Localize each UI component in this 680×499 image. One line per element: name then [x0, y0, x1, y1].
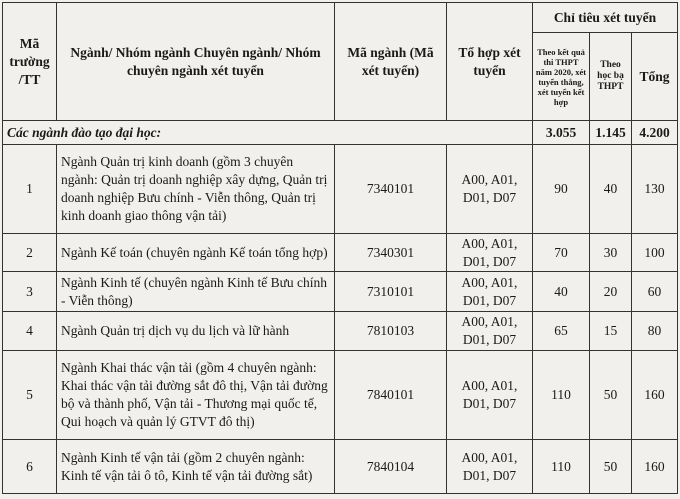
row-hocba: 30 — [590, 234, 632, 272]
section-title: Các ngành đào tạo đại học: — [3, 121, 533, 145]
row-nganh: Ngành Khai thác vận tải (gồm 4 chuyên ngành: Khai thác vận tải đường sắt đô thị, Vận tải đường bộ và thành phố, Vận tải - Thương mại quốc tế, Qui hoạch và quản lý GTVT đô thị) — [57, 351, 335, 440]
row-stt: 5 — [3, 351, 57, 440]
table-row — [3, 312, 678, 351]
row-stt: 6 — [3, 440, 57, 494]
row-thpt: 40 — [533, 272, 590, 312]
section-thpt: 3.055 — [533, 121, 590, 145]
row-ma: 7340301 — [335, 234, 447, 272]
row-ma: 7340101 — [335, 145, 447, 234]
section-tong: 4.200 — [632, 121, 678, 145]
row-thpt: 65 — [533, 312, 590, 351]
header-theo-thpt: Theo kết quả thi THPT năm 2020, xét tuyển thẳng, xét tuyển kết hợp — [533, 33, 590, 121]
row-ma: 7840101 — [335, 351, 447, 440]
row-stt: 2 — [3, 234, 57, 272]
row-ma: 7840104 — [335, 440, 447, 494]
table-row — [3, 272, 678, 312]
row-tong: 160 — [632, 351, 678, 440]
table-row — [3, 351, 678, 440]
admission-quota-table — [2, 2, 678, 494]
row-nganh: Ngành Kinh tế (chuyên ngành Kinh tế Bưu chính - Viễn thông) — [57, 272, 335, 312]
row-stt: 1 — [3, 145, 57, 234]
row-nganh: Ngành Kế toán (chuyên ngành Kế toán tổng hợp) — [57, 234, 335, 272]
row-tohop: A00, A01, D01, D07 — [447, 145, 533, 234]
row-stt: 3 — [3, 272, 57, 312]
row-hocba: 40 — [590, 145, 632, 234]
row-thpt: 70 — [533, 234, 590, 272]
row-tong: 80 — [632, 312, 678, 351]
header-tong: Tổng — [632, 33, 678, 121]
row-tohop: A00, A01, D01, D07 — [447, 351, 533, 440]
row-ma: 7810103 — [335, 312, 447, 351]
row-hocba: 50 — [590, 351, 632, 440]
header-stt: Mã trường /TT — [3, 3, 57, 121]
row-hocba: 15 — [590, 312, 632, 351]
row-nganh: Ngành Quản trị dịch vụ du lịch và lữ hành — [57, 312, 335, 351]
header-to-hop: Tổ hợp xét tuyển — [447, 3, 533, 121]
row-tohop: A00, A01, D01, D07 — [447, 234, 533, 272]
row-tong: 100 — [632, 234, 678, 272]
section-row — [3, 121, 678, 145]
row-tohop: A00, A01, D01, D07 — [447, 312, 533, 351]
row-thpt: 90 — [533, 145, 590, 234]
row-tong: 130 — [632, 145, 678, 234]
table-row — [3, 145, 678, 234]
header-nganh: Ngành/ Nhóm ngành Chuyên ngành/ Nhóm chuyên ngành xét tuyển — [57, 3, 335, 121]
row-hocba: 20 — [590, 272, 632, 312]
row-tohop: A00, A01, D01, D07 — [447, 272, 533, 312]
table-row — [3, 440, 678, 494]
row-hocba: 50 — [590, 440, 632, 494]
header-theo-hoc-ba: Theo học bạ THPT — [590, 33, 632, 121]
row-stt: 4 — [3, 312, 57, 351]
header-chi-tieu: Chỉ tiêu xét tuyển — [533, 3, 678, 33]
header-ma-nganh: Mã ngành (Mã xét tuyển) — [335, 3, 447, 121]
row-tong: 60 — [632, 272, 678, 312]
row-tohop: A00, A01, D01, D07 — [447, 440, 533, 494]
row-ma: 7310101 — [335, 272, 447, 312]
row-tong: 160 — [632, 440, 678, 494]
row-nganh: Ngành Quản trị kinh doanh (gồm 3 chuyên ngành: Quản trị doanh nghiệp xây dựng, Quản trị doanh nghiệp Bưu chính - Viễn thông, Quản trị kinh doanh giao thông vận tải) — [57, 145, 335, 234]
row-thpt: 110 — [533, 351, 590, 440]
row-nganh: Ngành Kinh tế vận tải (gồm 2 chuyên ngành: Kinh tế vận tải ô tô, Kinh tế vận tải đường sắt) — [57, 440, 335, 494]
table-row — [3, 234, 678, 272]
row-thpt: 110 — [533, 440, 590, 494]
section-hocba: 1.145 — [590, 121, 632, 145]
